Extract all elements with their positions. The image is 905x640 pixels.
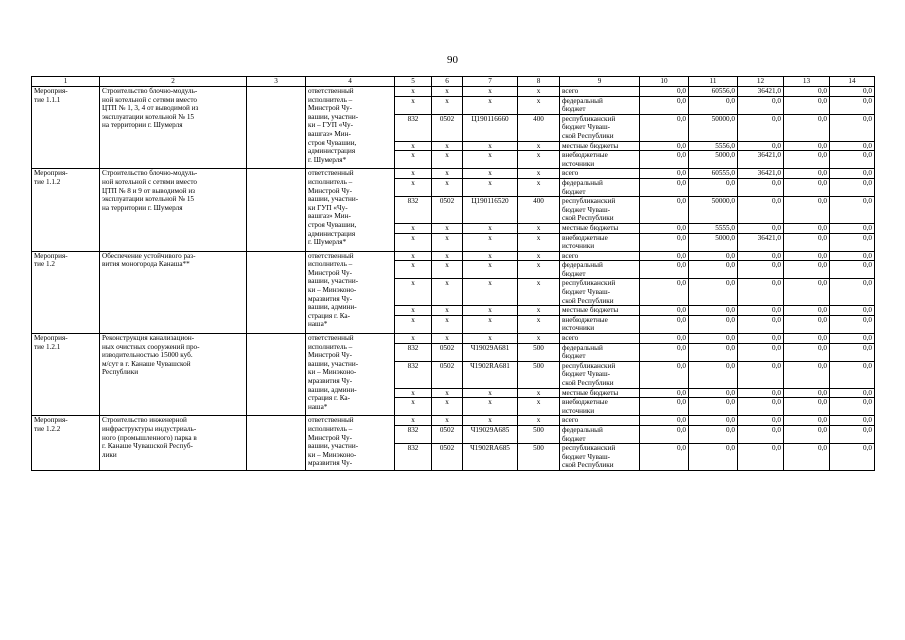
- column-number-10: 10: [640, 77, 689, 87]
- value-col-11: 5000,0: [689, 151, 738, 169]
- value-col-10: 0,0: [640, 251, 689, 261]
- executor: ответственный исполнитель – Минстрой Чу- вашии, участни- ки – Минэконо- мразвития Чу- вашии, админи- страция г. Ка- наша*: [306, 334, 395, 416]
- funding-source: местные бюджеты: [560, 388, 640, 398]
- section-code: x: [432, 279, 463, 306]
- column-3-empty: [247, 251, 306, 333]
- value-col-11: 0,0: [689, 96, 738, 114]
- value-col-11: 0,0: [689, 398, 738, 416]
- value-col-11: 0,0: [689, 178, 738, 196]
- section-code: 0502: [432, 197, 463, 224]
- value-col-10: 0,0: [640, 178, 689, 196]
- measure-number: Мероприя- тие 1.1.1: [32, 87, 100, 169]
- grbs-code: x: [395, 96, 432, 114]
- value-col-12: 0,0: [738, 444, 784, 471]
- grbs-code: x: [395, 87, 432, 97]
- target-article-code: Ч1902RA685: [463, 444, 518, 471]
- funding-source: всего: [560, 169, 640, 179]
- value-col-13: 0,0: [784, 279, 830, 306]
- value-col-10: 0,0: [640, 233, 689, 251]
- grbs-code: x: [395, 141, 432, 151]
- value-col-14: 0,0: [830, 151, 875, 169]
- section-code: x: [432, 306, 463, 316]
- expense-type-code: x: [518, 306, 560, 316]
- executor: ответственный исполнитель – Минстрой Чу- вашии, участни- ки – ГУП «Чу- вашгаз» Мин- строя Чувашии, администрация г. Шумерля*: [306, 87, 395, 169]
- value-col-10: 0,0: [640, 315, 689, 333]
- executor: ответственный исполнитель – Минстрой Чу- вашии, участни- ки ГУП «Чу- вашгаз» Мин- строя Чувашии, администрация г. Шумерля*: [306, 169, 395, 251]
- value-col-11: 0,0: [689, 388, 738, 398]
- target-article-code: x: [463, 178, 518, 196]
- target-article-code: Ц190116660: [463, 114, 518, 141]
- expense-type-code: x: [518, 251, 560, 261]
- column-number-8: 8: [518, 77, 560, 87]
- value-col-14: 0,0: [830, 279, 875, 306]
- grbs-code: x: [395, 169, 432, 179]
- value-col-14: 0,0: [830, 87, 875, 97]
- expense-type-code: x: [518, 233, 560, 251]
- value-col-13: 0,0: [784, 114, 830, 141]
- column-number-11: 11: [689, 77, 738, 87]
- value-col-14: 0,0: [830, 334, 875, 344]
- value-col-10: 0,0: [640, 334, 689, 344]
- column-3-empty: [247, 416, 306, 471]
- value-col-12: 0,0: [738, 306, 784, 316]
- value-col-14: 0,0: [830, 141, 875, 151]
- value-col-14: 0,0: [830, 223, 875, 233]
- table-row: [32, 87, 875, 97]
- value-col-12: 0,0: [738, 416, 784, 426]
- column-number-1: 1: [32, 77, 100, 87]
- grbs-code: x: [395, 178, 432, 196]
- funding-source: федеральный бюджет: [560, 96, 640, 114]
- value-col-14: 0,0: [830, 416, 875, 426]
- value-col-10: 0,0: [640, 416, 689, 426]
- value-col-14: 0,0: [830, 169, 875, 179]
- executor: ответственный исполнитель – Минстрой Чу- вашии, участни- ки – Минэконо- мразвития Чу-: [306, 416, 395, 471]
- target-article-code: x: [463, 416, 518, 426]
- value-col-12: 36421,0: [738, 151, 784, 169]
- grbs-code: 832: [395, 361, 432, 388]
- budget-table: [31, 76, 875, 471]
- value-col-14: 0,0: [830, 306, 875, 316]
- target-article-code: x: [463, 334, 518, 344]
- value-col-13: 0,0: [784, 425, 830, 443]
- grbs-code: x: [395, 251, 432, 261]
- section-code: 0502: [432, 361, 463, 388]
- target-article-code: x: [463, 398, 518, 416]
- section-code: x: [432, 223, 463, 233]
- expense-type-code: 400: [518, 197, 560, 224]
- expense-type-code: 400: [518, 114, 560, 141]
- target-article-code: x: [463, 141, 518, 151]
- value-col-13: 0,0: [784, 87, 830, 97]
- value-col-13: 0,0: [784, 251, 830, 261]
- value-col-11: 60556,0: [689, 87, 738, 97]
- value-col-12: 36421,0: [738, 87, 784, 97]
- value-col-13: 0,0: [784, 306, 830, 316]
- value-col-10: 0,0: [640, 141, 689, 151]
- column-number-6: 6: [432, 77, 463, 87]
- value-col-13: 0,0: [784, 398, 830, 416]
- value-col-13: 0,0: [784, 233, 830, 251]
- value-col-13: 0,0: [784, 141, 830, 151]
- value-col-11: 0,0: [689, 315, 738, 333]
- funding-source: республиканский бюджет Чуваш- ской Республики: [560, 279, 640, 306]
- expense-type-code: x: [518, 398, 560, 416]
- value-col-11: 0,0: [689, 416, 738, 426]
- value-col-11: 0,0: [689, 306, 738, 316]
- value-col-10: 0,0: [640, 96, 689, 114]
- target-article-code: x: [463, 96, 518, 114]
- column-number-4: 4: [306, 77, 395, 87]
- target-article-code: Ч19029А681: [463, 343, 518, 361]
- measure-number: Мероприя- тие 1.2.2: [32, 416, 100, 471]
- value-col-12: 0,0: [738, 361, 784, 388]
- target-article-code: x: [463, 233, 518, 251]
- column-3-empty: [247, 334, 306, 416]
- measure-name: Обеспечение устойчивого раз- вития моногорода Канаша**: [100, 251, 247, 333]
- section-code: x: [432, 169, 463, 179]
- value-col-13: 0,0: [784, 334, 830, 344]
- value-col-11: 0,0: [689, 334, 738, 344]
- funding-source: внебюджетные источники: [560, 315, 640, 333]
- value-col-10: 0,0: [640, 398, 689, 416]
- section-code: 0502: [432, 444, 463, 471]
- grbs-code: 832: [395, 444, 432, 471]
- target-article-code: Ч19029А685: [463, 425, 518, 443]
- value-col-10: 0,0: [640, 151, 689, 169]
- expense-type-code: 500: [518, 343, 560, 361]
- value-col-11: 60555,0: [689, 169, 738, 179]
- expense-type-code: x: [518, 87, 560, 97]
- value-col-11: 0,0: [689, 261, 738, 279]
- grbs-code: 832: [395, 114, 432, 141]
- grbs-code: x: [395, 261, 432, 279]
- section-code: x: [432, 334, 463, 344]
- value-col-12: 0,0: [738, 279, 784, 306]
- value-col-13: 0,0: [784, 388, 830, 398]
- expense-type-code: 500: [518, 444, 560, 471]
- value-col-13: 0,0: [784, 315, 830, 333]
- grbs-code: x: [395, 151, 432, 169]
- expense-type-code: x: [518, 315, 560, 333]
- measure-number: Мероприя- тие 1.1.2: [32, 169, 100, 251]
- grbs-code: x: [395, 334, 432, 344]
- target-article-code: x: [463, 87, 518, 97]
- value-col-13: 0,0: [784, 416, 830, 426]
- value-col-13: 0,0: [784, 223, 830, 233]
- expense-type-code: x: [518, 261, 560, 279]
- table-row: [32, 334, 875, 344]
- grbs-code: x: [395, 279, 432, 306]
- value-col-12: 0,0: [738, 223, 784, 233]
- measure-name: Строительство блочно-модуль- ной котельной с сетями вместо ЦТП № 8 и 9 от выводимой из эксплуатации котельной № 15 на территории г. Шумерля: [100, 169, 247, 251]
- measure-number: Мероприя- тие 1.2.1: [32, 334, 100, 416]
- funding-source: республиканский бюджет Чуваш- ской Республики: [560, 444, 640, 471]
- table-row: [32, 169, 875, 179]
- section-code: x: [432, 87, 463, 97]
- value-col-11: 0,0: [689, 444, 738, 471]
- value-col-12: 0,0: [738, 96, 784, 114]
- column-3-empty: [247, 169, 306, 251]
- value-col-11: 0,0: [689, 425, 738, 443]
- value-col-13: 0,0: [784, 96, 830, 114]
- expense-type-code: x: [518, 279, 560, 306]
- funding-source: федеральный бюджет: [560, 343, 640, 361]
- section-code: x: [432, 178, 463, 196]
- target-article-code: x: [463, 279, 518, 306]
- expense-type-code: x: [518, 416, 560, 426]
- value-col-13: 0,0: [784, 361, 830, 388]
- section-code: x: [432, 233, 463, 251]
- value-col-12: 0,0: [738, 343, 784, 361]
- funding-source: федеральный бюджет: [560, 261, 640, 279]
- value-col-14: 0,0: [830, 233, 875, 251]
- value-col-14: 0,0: [830, 178, 875, 196]
- column-number-2: 2: [100, 77, 247, 87]
- funding-source: федеральный бюджет: [560, 178, 640, 196]
- value-col-14: 0,0: [830, 425, 875, 443]
- value-col-12: 0,0: [738, 114, 784, 141]
- column-number-3: 3: [247, 77, 306, 87]
- funding-source: всего: [560, 87, 640, 97]
- column-number-13: 13: [784, 77, 830, 87]
- measure-name: Строительство инженерной инфраструктуры индустриаль- ного (промышленного) парка в г. Канаше Чувашской Респуб- лики: [100, 416, 247, 471]
- grbs-code: x: [395, 233, 432, 251]
- value-col-10: 0,0: [640, 261, 689, 279]
- section-code: x: [432, 151, 463, 169]
- value-col-11: 50000,0: [689, 114, 738, 141]
- value-col-13: 0,0: [784, 151, 830, 169]
- column-number-7: 7: [463, 77, 518, 87]
- value-col-14: 0,0: [830, 388, 875, 398]
- target-article-code: x: [463, 169, 518, 179]
- section-code: 0502: [432, 114, 463, 141]
- funding-source: внебюджетные источники: [560, 398, 640, 416]
- column-number-5: 5: [395, 77, 432, 87]
- grbs-code: x: [395, 388, 432, 398]
- measure-name: Реконструкция канализацион- ных очистных сооружений про- изводительностью 15000 куб. м/сут в г. Канаше Чувашской Республики: [100, 334, 247, 416]
- expense-type-code: x: [518, 388, 560, 398]
- target-article-code: x: [463, 251, 518, 261]
- value-col-12: 0,0: [738, 261, 784, 279]
- grbs-code: 832: [395, 425, 432, 443]
- value-col-10: 0,0: [640, 306, 689, 316]
- section-code: x: [432, 261, 463, 279]
- expense-type-code: x: [518, 169, 560, 179]
- value-col-10: 0,0: [640, 197, 689, 224]
- column-3-empty: [247, 87, 306, 169]
- value-col-12: 0,0: [738, 197, 784, 224]
- value-col-10: 0,0: [640, 444, 689, 471]
- value-col-14: 0,0: [830, 361, 875, 388]
- expense-type-code: x: [518, 178, 560, 196]
- value-col-14: 0,0: [830, 343, 875, 361]
- value-col-11: 50000,0: [689, 197, 738, 224]
- target-article-code: Ц190116520: [463, 197, 518, 224]
- section-code: x: [432, 388, 463, 398]
- grbs-code: x: [395, 416, 432, 426]
- expense-type-code: 500: [518, 425, 560, 443]
- value-col-12: 0,0: [738, 315, 784, 333]
- expense-type-code: x: [518, 151, 560, 169]
- target-article-code: x: [463, 223, 518, 233]
- value-col-10: 0,0: [640, 279, 689, 306]
- target-article-code: x: [463, 388, 518, 398]
- value-col-12: 0,0: [738, 425, 784, 443]
- section-code: x: [432, 96, 463, 114]
- section-code: 0502: [432, 343, 463, 361]
- value-col-12: 0,0: [738, 178, 784, 196]
- value-col-13: 0,0: [784, 343, 830, 361]
- value-col-12: 0,0: [738, 388, 784, 398]
- table-body: [32, 87, 875, 471]
- grbs-code: 832: [395, 197, 432, 224]
- funding-source: федеральный бюджет: [560, 425, 640, 443]
- value-col-14: 0,0: [830, 315, 875, 333]
- value-col-14: 0,0: [830, 197, 875, 224]
- value-col-11: 5555,0: [689, 223, 738, 233]
- section-code: x: [432, 141, 463, 151]
- funding-source: республиканский бюджет Чуваш- ской Республики: [560, 114, 640, 141]
- value-col-10: 0,0: [640, 87, 689, 97]
- value-col-14: 0,0: [830, 96, 875, 114]
- grbs-code: x: [395, 398, 432, 416]
- column-number-9: 9: [560, 77, 640, 87]
- value-col-13: 0,0: [784, 261, 830, 279]
- page-number: 90: [447, 54, 458, 66]
- value-col-14: 0,0: [830, 261, 875, 279]
- funding-source: республиканский бюджет Чуваш- ской Республики: [560, 197, 640, 224]
- value-col-13: 0,0: [784, 444, 830, 471]
- executor: ответственный исполнитель – Минстрой Чу- вашии, участни- ки – Минэконо- мразвития Чу- вашии, админи- страция г. Ка- наша*: [306, 251, 395, 333]
- expense-type-code: x: [518, 96, 560, 114]
- grbs-code: x: [395, 306, 432, 316]
- funding-source: местные бюджеты: [560, 306, 640, 316]
- value-col-10: 0,0: [640, 388, 689, 398]
- value-col-10: 0,0: [640, 114, 689, 141]
- value-col-11: 0,0: [689, 279, 738, 306]
- value-col-10: 0,0: [640, 425, 689, 443]
- value-col-10: 0,0: [640, 169, 689, 179]
- value-col-14: 0,0: [830, 251, 875, 261]
- value-col-12: 0,0: [738, 141, 784, 151]
- section-code: x: [432, 251, 463, 261]
- value-col-12: 0,0: [738, 334, 784, 344]
- value-col-10: 0,0: [640, 223, 689, 233]
- grbs-code: 832: [395, 343, 432, 361]
- value-col-11: 0,0: [689, 361, 738, 388]
- grbs-code: x: [395, 315, 432, 333]
- value-col-12: 36421,0: [738, 169, 784, 179]
- value-col-11: 5556,0: [689, 141, 738, 151]
- section-code: x: [432, 398, 463, 416]
- value-col-14: 0,0: [830, 444, 875, 471]
- value-col-14: 0,0: [830, 398, 875, 416]
- funding-source: всего: [560, 416, 640, 426]
- measure-number: Мероприя- тие 1.2: [32, 251, 100, 333]
- column-number-12: 12: [738, 77, 784, 87]
- section-code: x: [432, 315, 463, 333]
- funding-source: всего: [560, 251, 640, 261]
- funding-source: республиканский бюджет Чуваш- ской Республики: [560, 361, 640, 388]
- column-number-14: 14: [830, 77, 875, 87]
- target-article-code: Ч1902RA681: [463, 361, 518, 388]
- value-col-12: 0,0: [738, 251, 784, 261]
- value-col-11: 5000,0: [689, 233, 738, 251]
- target-article-code: x: [463, 151, 518, 169]
- value-col-11: 0,0: [689, 251, 738, 261]
- grbs-code: x: [395, 223, 432, 233]
- expense-type-code: x: [518, 141, 560, 151]
- value-col-10: 0,0: [640, 343, 689, 361]
- value-col-12: 0,0: [738, 398, 784, 416]
- value-col-13: 0,0: [784, 197, 830, 224]
- funding-source: всего: [560, 334, 640, 344]
- value-col-12: 36421,0: [738, 233, 784, 251]
- value-col-11: 0,0: [689, 343, 738, 361]
- measure-name: Строительство блочно-модуль- ной котельной с сетями вместо ЦТП № 1, 3, 4 от выводимой из эксплуатации котельной № 15 на территории г. Шумерля: [100, 87, 247, 169]
- column-number-row: [32, 77, 875, 87]
- expense-type-code: x: [518, 334, 560, 344]
- value-col-13: 0,0: [784, 169, 830, 179]
- target-article-code: x: [463, 306, 518, 316]
- funding-source: внебюджетные источники: [560, 233, 640, 251]
- target-article-code: x: [463, 261, 518, 279]
- section-code: 0502: [432, 425, 463, 443]
- expense-type-code: 500: [518, 361, 560, 388]
- value-col-14: 0,0: [830, 114, 875, 141]
- expense-type-code: x: [518, 223, 560, 233]
- target-article-code: x: [463, 315, 518, 333]
- value-col-13: 0,0: [784, 178, 830, 196]
- funding-source: внебюджетные источники: [560, 151, 640, 169]
- value-col-10: 0,0: [640, 361, 689, 388]
- section-code: x: [432, 416, 463, 426]
- funding-source: местные бюджеты: [560, 223, 640, 233]
- table-row: [32, 416, 875, 426]
- table-row: [32, 251, 875, 261]
- funding-source: местные бюджеты: [560, 141, 640, 151]
